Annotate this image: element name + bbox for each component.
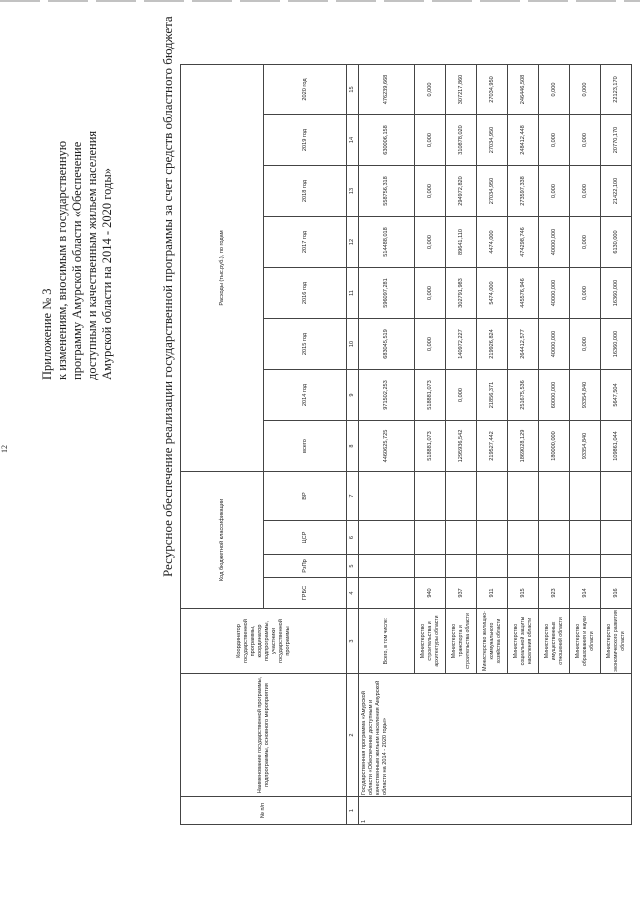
year-value-cell: 518881,073 bbox=[415, 370, 446, 421]
coordinator-cell: Министерство социальной защиты населения области bbox=[508, 609, 539, 674]
vr-cell bbox=[415, 472, 446, 521]
col-number: 9 bbox=[347, 370, 359, 421]
rzpr-cell bbox=[539, 555, 570, 578]
table-row bbox=[359, 64, 415, 824]
year-value-cell: 21856,371 bbox=[477, 370, 508, 421]
page-number: 12 bbox=[0, 445, 9, 453]
header-num: № п/п bbox=[181, 797, 347, 825]
year-value-cell: 248412,448 bbox=[508, 115, 539, 166]
rzpr-cell bbox=[477, 555, 508, 578]
year-value-cell: 5647,504 bbox=[601, 370, 632, 421]
col-number: 13 bbox=[347, 166, 359, 217]
document-title: Ресурсное обеспечение реализации государственной программы за счет средств областного бюджета bbox=[160, 16, 175, 577]
appendix-line: Амурской области на 2014 - 2020 годы» bbox=[100, 167, 114, 380]
year-value-cell: 40000,000 bbox=[539, 217, 570, 268]
year-value-cell: 16360,000 bbox=[601, 319, 632, 370]
coordinator-cell: Министерство имущественных отношений области bbox=[539, 609, 570, 674]
year-value-cell: 22123,170 bbox=[601, 64, 632, 114]
year-value-cell: 27034,950 bbox=[477, 166, 508, 217]
csr-cell bbox=[539, 521, 570, 555]
header-vr: ВР bbox=[264, 472, 347, 521]
col-number: 12 bbox=[347, 217, 359, 268]
coordinator-cell: Министерство жилищно-коммунального хозяйства области bbox=[477, 609, 508, 674]
col-number: 7 bbox=[347, 472, 359, 521]
year-value-cell: 0,000 bbox=[570, 319, 601, 370]
year-value-cell: 302791,983 bbox=[446, 268, 477, 319]
rzpr-cell bbox=[508, 555, 539, 578]
rzpr-cell bbox=[570, 555, 601, 578]
year-value-cell: 6130,000 bbox=[601, 217, 632, 268]
csr-cell bbox=[477, 521, 508, 555]
appendix-line: Приложение № 3 bbox=[40, 288, 54, 380]
table-body bbox=[359, 64, 632, 824]
year-value-cell: 16360,000 bbox=[601, 268, 632, 319]
year-value-cell: 89641,110 bbox=[446, 217, 477, 268]
resource-table bbox=[180, 64, 632, 825]
grbs-cell: 915 bbox=[508, 578, 539, 609]
total-value-cell: 518881,073 bbox=[415, 421, 446, 472]
rzpr-cell bbox=[601, 555, 632, 578]
year-value-cell: 273597,338 bbox=[508, 166, 539, 217]
appendix-line: доступным и качественным жильем населения bbox=[85, 130, 99, 380]
vr-cell bbox=[477, 472, 508, 521]
year-value-cell: 307217,860 bbox=[446, 64, 477, 114]
csr-cell bbox=[446, 521, 477, 555]
csr-cell bbox=[508, 521, 539, 555]
year-value-cell: 474298,746 bbox=[508, 217, 539, 268]
total-value-cell: 4460625,725 bbox=[359, 421, 415, 472]
col-number: 15 bbox=[347, 64, 359, 114]
header-coordinator: Координатор государственной программы, координатор подпрограммы, участники государственной программы bbox=[181, 609, 347, 674]
rzpr-cell bbox=[415, 555, 446, 578]
year-value-cell: 445576,946 bbox=[508, 268, 539, 319]
header-year: 2017 год bbox=[264, 217, 347, 268]
year-value-cell: 20770,170 bbox=[601, 115, 632, 166]
year-value-cell: 0,000 bbox=[539, 115, 570, 166]
year-value-cell: 630006,158 bbox=[359, 115, 415, 166]
header-rzpr: РзПр bbox=[264, 555, 347, 578]
vr-cell bbox=[508, 472, 539, 521]
header-csr: ЦСР bbox=[264, 521, 347, 555]
year-value-cell: 4474,000 bbox=[477, 217, 508, 268]
year-value-cell: 0,000 bbox=[570, 217, 601, 268]
total-value-cell: 180000,000 bbox=[539, 421, 570, 472]
coordinator-cell: Министерство экономического развития области bbox=[601, 609, 632, 674]
grbs-cell: 916 bbox=[601, 578, 632, 609]
csr-cell bbox=[570, 521, 601, 555]
column-number-row bbox=[347, 64, 359, 824]
col-number: 14 bbox=[347, 115, 359, 166]
year-value-cell: 264412,577 bbox=[508, 319, 539, 370]
year-value-cell: 21422,100 bbox=[601, 166, 632, 217]
total-value-cell: 1869028,129 bbox=[508, 421, 539, 472]
csr-cell bbox=[601, 521, 632, 555]
coordinator-cell: Министерство строительства и архитектуры области bbox=[415, 609, 446, 674]
appendix-header bbox=[40, 20, 115, 380]
vr-cell bbox=[539, 472, 570, 521]
year-value-cell: 0,000 bbox=[570, 64, 601, 114]
col-number: 3 bbox=[347, 609, 359, 674]
year-value-cell: 0,000 bbox=[570, 115, 601, 166]
year-value-cell: 514488,018 bbox=[359, 217, 415, 268]
year-value-cell: 0,000 bbox=[415, 319, 446, 370]
year-value-cell: 40000,000 bbox=[539, 268, 570, 319]
header-expenses: Расходы (тыс.руб.), по годам bbox=[181, 64, 264, 471]
grbs-cell: 914 bbox=[570, 578, 601, 609]
year-value-cell: 27034,950 bbox=[477, 64, 508, 114]
grbs-cell: 940 bbox=[415, 578, 446, 609]
year-value-cell: 0,000 bbox=[415, 64, 446, 114]
total-value-cell: 1295936,542 bbox=[446, 421, 477, 472]
year-value-cell: 0,000 bbox=[415, 166, 446, 217]
vr-cell bbox=[570, 472, 601, 521]
col-number: 10 bbox=[347, 319, 359, 370]
year-value-cell: 558756,318 bbox=[359, 166, 415, 217]
coordinator-cell: Всего, в том числе: bbox=[359, 609, 415, 674]
year-value-cell: 971502,253 bbox=[359, 370, 415, 421]
year-value-cell: 60000,000 bbox=[539, 370, 570, 421]
col-number: 2 bbox=[347, 674, 359, 797]
grbs-cell: 911 bbox=[477, 578, 508, 609]
coordinator-cell: Министерство образования и науки области bbox=[570, 609, 601, 674]
csr-cell bbox=[415, 521, 446, 555]
year-value-cell: 0,000 bbox=[415, 115, 446, 166]
header-budget-code: Код бюджетной классификации bbox=[181, 472, 264, 609]
total-value-cell: 219527,442 bbox=[477, 421, 508, 472]
rzpr-cell bbox=[446, 555, 477, 578]
year-value-cell: 246446,508 bbox=[508, 64, 539, 114]
year-value-cell: 596097,281 bbox=[359, 268, 415, 319]
header-year: 2018 год bbox=[264, 166, 347, 217]
vr-cell bbox=[446, 472, 477, 521]
year-value-cell: 0,000 bbox=[570, 166, 601, 217]
header-name: Наименование государственной программы, подпрограммы, основного мероприятия bbox=[181, 674, 347, 797]
program-number: 1 bbox=[359, 797, 632, 825]
header-year: 2019 год bbox=[264, 115, 347, 166]
header-year: 2020 год bbox=[264, 64, 347, 114]
year-value-cell: 0,000 bbox=[539, 166, 570, 217]
year-value-cell: 5474,000 bbox=[477, 268, 508, 319]
header-total: всего bbox=[264, 421, 347, 472]
total-value-cell: 109861,044 bbox=[601, 421, 632, 472]
col-number: 6 bbox=[347, 521, 359, 555]
col-number: 11 bbox=[347, 268, 359, 319]
col-number: 8 bbox=[347, 421, 359, 472]
vr-cell bbox=[359, 472, 415, 521]
year-value-cell: 0,000 bbox=[539, 64, 570, 114]
year-value-cell: 310878,020 bbox=[446, 115, 477, 166]
col-number: 4 bbox=[347, 578, 359, 609]
header-year: 2015 год bbox=[264, 319, 347, 370]
col-number: 5 bbox=[347, 555, 359, 578]
year-value-cell: 0,000 bbox=[446, 370, 477, 421]
year-value-cell: 140972,227 bbox=[446, 319, 477, 370]
year-value-cell: 251675,536 bbox=[508, 370, 539, 421]
year-value-cell: 219926,824 bbox=[477, 319, 508, 370]
year-value-cell: 40000,000 bbox=[539, 319, 570, 370]
total-value-cell: 93354,840 bbox=[570, 421, 601, 472]
grbs-cell: 923 bbox=[539, 578, 570, 609]
year-value-cell: 683045,519 bbox=[359, 319, 415, 370]
header-grbs: ГРБС bbox=[264, 578, 347, 609]
year-value-cell: 0,000 bbox=[570, 268, 601, 319]
csr-cell bbox=[359, 521, 415, 555]
col-number: 1 bbox=[347, 797, 359, 825]
year-value-cell: 0,000 bbox=[415, 268, 446, 319]
year-value-cell: 93354,840 bbox=[570, 370, 601, 421]
header-year: 2016 год bbox=[264, 268, 347, 319]
vr-cell bbox=[601, 472, 632, 521]
year-value-cell: 476239,668 bbox=[359, 64, 415, 114]
header-row bbox=[181, 64, 264, 824]
year-value-cell: 0,000 bbox=[415, 217, 446, 268]
program-name: Государственная программа «Амурской области «Обеспечение доступным и качественным жильем населения Амурской области на 2014 - 2020 годы» bbox=[359, 674, 632, 797]
appendix-line: к изменениям, вносимым в государственную bbox=[55, 140, 69, 380]
rzpr-cell bbox=[359, 555, 415, 578]
appendix-line: программу Амурской области «Обеспечение bbox=[70, 141, 84, 380]
grbs-cell: 937 bbox=[446, 578, 477, 609]
year-value-cell: 27034,950 bbox=[477, 115, 508, 166]
grbs-cell bbox=[359, 578, 415, 609]
year-value-cell: 294972,820 bbox=[446, 166, 477, 217]
coordinator-cell: Министерство транспорта и строительства области bbox=[446, 609, 477, 674]
header-year: 2014 год bbox=[264, 370, 347, 421]
